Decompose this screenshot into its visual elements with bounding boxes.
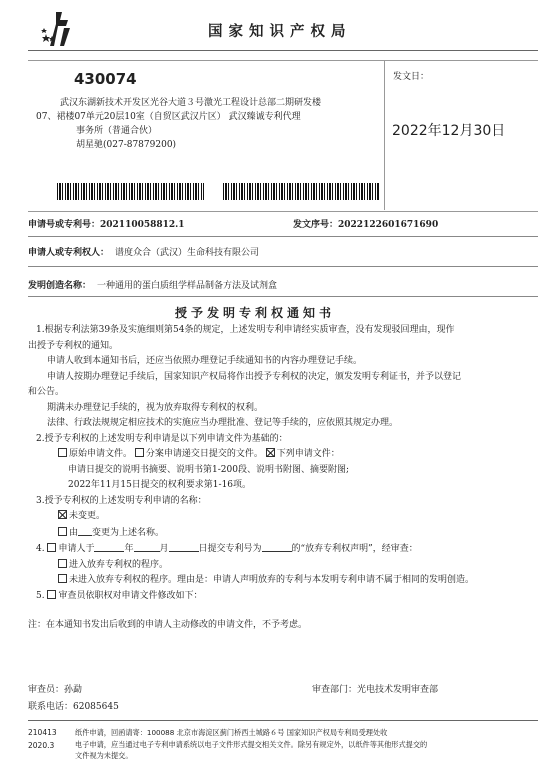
paragraph: 和公告。 — [28, 387, 65, 397]
blank-year — [94, 541, 124, 552]
row-divider — [28, 296, 538, 297]
footer-notes — [75, 727, 545, 762]
examiner-phone: 联系电话：62085645 — [28, 702, 119, 712]
checkbox-waiver-entered[interactable] — [58, 559, 67, 568]
paragraph: 3.授予专利权的上述发明专利申请的名称： — [36, 495, 207, 506]
footer-line: 纸件申请，回函请寄：100088 北京市海淀区蓟门桥西土城路６号 国家知识产权局专利局受理处收 — [75, 728, 388, 737]
waiver-text: 月 — [159, 544, 169, 554]
name-option — [58, 509, 540, 525]
checkbox-waiver-not-entered[interactable] — [58, 574, 67, 583]
header-rule — [28, 50, 538, 51]
paragraph: 1.根据专利法第39条及实施细则第54条的规定，上述发明专利申请经实质审查，没有发现驳回理由，现作 — [36, 325, 455, 335]
option-label: 变更为上述名称。 — [92, 527, 165, 538]
checkbox-waiver[interactable] — [47, 543, 56, 552]
address-line: 07、裙楼07单元20层10室（自贸区武汉片区） 武汉臻诚专利代理 — [36, 112, 301, 122]
checkbox-original[interactable] — [58, 448, 67, 457]
cnipa-logo-mark — [40, 10, 74, 48]
address-block — [36, 96, 382, 152]
amendment-text: 审查员依职权对申请文件修改如下： — [58, 590, 203, 601]
address-line: 胡星驰(027-87879200) — [76, 140, 177, 150]
invention-row — [28, 279, 277, 293]
option-label: 未进入放弃专利权的程序。理由是：申请人声明放弃的专利与本发明专利申请不属于相同的发明创造。 — [69, 575, 475, 585]
item-number: 4. — [36, 544, 45, 554]
option-label: 由 — [69, 527, 79, 538]
applicant-row — [28, 246, 259, 260]
invention-label: 发明创造名称： — [28, 281, 92, 291]
blank-patent-no — [262, 541, 292, 552]
waiver-option — [58, 573, 540, 589]
waiver-row — [36, 541, 540, 558]
note: 注：在本通知书发出后收到的申请人主动修改的申请文件，不予考虑。 — [28, 620, 308, 630]
footer-line: 文件视为未提交。 — [75, 751, 133, 760]
paragraph: 期满未办理登记手续的，视为放弃取得专利权的权利。 — [47, 402, 264, 413]
option-label: 未变更。 — [69, 511, 106, 521]
barcode-right — [223, 183, 379, 200]
issue-date-label: 发文日： — [393, 72, 430, 82]
checkbox-divisional[interactable] — [135, 448, 144, 457]
application-no-row — [28, 218, 185, 232]
option-label: 下列申请文件： — [276, 449, 340, 459]
waiver-text: 的“放弃专利权声明”，经审查： — [291, 544, 418, 554]
postal-code: 430074 — [74, 70, 137, 88]
option-label: 进入放弃专利权的程序。 — [69, 559, 169, 570]
blank-day — [169, 541, 199, 552]
address-divider — [384, 60, 385, 210]
doc-serial-row — [293, 218, 438, 232]
paragraph: 2.授予专利权的上述发明专利申请是以下列申请文件为基础的： — [36, 433, 288, 444]
barcode-left — [57, 183, 204, 200]
paragraph: 申请人按期办理登记手续后，国家知识产权局将作出授予专利权的决定，颁发发明专利证书，并予以登记 — [47, 371, 462, 382]
paragraph: 法律、行政法规规定相应技术的实施应当办理批准、登记等手续的，应依照其规定办理。 — [47, 418, 399, 428]
waiver-option — [58, 558, 540, 574]
application-no-label: 申请号或专利号： — [28, 220, 101, 230]
application-no: 202110058812.1 — [100, 220, 185, 230]
basis-detail: 申请日提交的说明书摘要、说明书第1-200段、说明书附图、摘要附图; — [68, 464, 349, 475]
name-option — [58, 525, 540, 542]
checkbox-amendment[interactable] — [47, 590, 56, 599]
paragraph: 申请人收到本通知书后，还应当依照办理登记手续通知书的内容办理登记手续。 — [47, 356, 363, 366]
row-divider — [28, 236, 538, 237]
address-line: 事务所（普通合伙） — [76, 126, 158, 136]
issue-date: 2022年12月30日 — [392, 123, 506, 139]
paragraph: 出授予专利权的通知。 — [28, 340, 119, 351]
option-label: 分案申请递交日提交的文件。 — [145, 449, 263, 459]
waiver-text: 申请人于 — [58, 544, 95, 554]
examiner: 审查员：孙勐 — [28, 685, 83, 695]
option-label: 原始申请文件。 — [69, 449, 133, 459]
basis-options — [58, 447, 540, 463]
form-version: 2020.3 — [28, 741, 55, 750]
form-code: 210413 — [28, 728, 57, 737]
waiver-text: 年 — [124, 544, 134, 554]
invention-title: 一种通用的蛋白质组学样品制备方法及试剂盒 — [97, 281, 278, 291]
basis-detail: 2022年11月15日提交的权利要求第1-16项。 — [68, 480, 252, 490]
waiver-text: 日提交专利号为 — [198, 544, 262, 554]
blank-field — [78, 525, 92, 536]
blank-month — [134, 541, 160, 552]
notice-title: 授予发明专利权通知书 — [175, 306, 336, 320]
office-name: 国家知识产权局 — [208, 23, 352, 40]
address-line: 武汉东湖新技术开发区光谷大道３号激光工程设计总部二期研发楼 — [60, 98, 322, 108]
item-number: 5. — [36, 590, 45, 601]
footer-line: 电子申请，应当通过电子专利申请系统以电子文件形式提交相关文件。除另有规定外，以纸件等其他形式提交的 — [75, 739, 428, 749]
doc-serial: 2022122601671690 — [338, 220, 439, 230]
checkbox-unchanged[interactable] — [58, 510, 67, 519]
notice-body — [28, 323, 540, 634]
amendment-row — [36, 589, 540, 605]
checkbox-following[interactable] — [266, 448, 275, 457]
doc-serial-label: 发文序号： — [293, 220, 339, 230]
checkbox-changed[interactable] — [58, 527, 67, 536]
applicant: 谱度众合（武汉）生命科技有限公司 — [115, 248, 260, 258]
footer-rule — [28, 720, 538, 721]
exam-department: 审查部门：光电技术发明审查部 — [312, 685, 439, 695]
cnipa-logo — [40, 10, 74, 48]
row-divider — [28, 266, 538, 267]
applicant-label: 申请人或专利权人： — [28, 248, 110, 258]
